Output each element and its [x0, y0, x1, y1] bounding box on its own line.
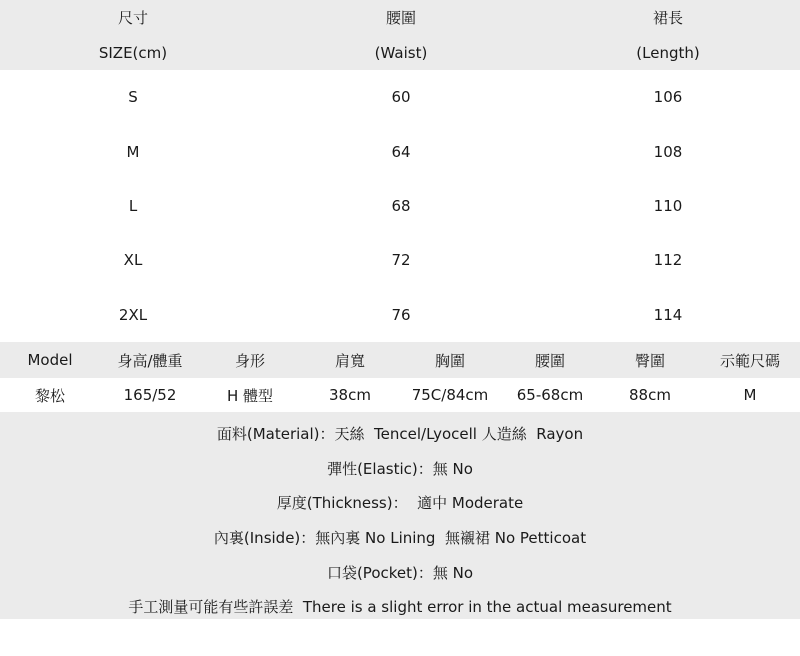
header-shoulder: 肩寬 — [334, 351, 365, 370]
model-bust: 75C/84cm — [411, 386, 489, 404]
header-waist: 腰圍 — [534, 351, 565, 370]
table-row — [0, 233, 800, 287]
model-waist: 65-68cm — [516, 386, 584, 404]
length-cell: 110 — [653, 196, 683, 215]
note-thickness: 厚度(Thickness)： 適中 Moderate — [276, 494, 524, 513]
header-size-en: SIZE(cm) — [98, 43, 168, 62]
note-material: 面料(Material)：天絲 Tencel/Lyocell 人造絲 Rayon — [216, 424, 584, 443]
model-sample-size: M — [743, 386, 757, 404]
table-row — [0, 124, 800, 178]
header-body-type: 身形 — [234, 351, 265, 370]
header-hip: 臀圍 — [634, 351, 665, 370]
header-size-zh: 尺寸 — [117, 9, 148, 27]
header-length-en: (Length) — [636, 43, 700, 62]
waist-cell: 76 — [391, 305, 411, 324]
table-row — [0, 288, 800, 342]
note-measurement-error: 手工測量可能有些許誤差 There is a slight error in the actual measurement — [128, 598, 672, 617]
size-cell: M — [126, 142, 140, 161]
header-bust: 胸圍 — [434, 351, 465, 370]
model-table — [0, 342, 800, 412]
model-body-type: H 體型 — [226, 386, 274, 405]
header-sample-size: 示範尺碼 — [719, 351, 780, 370]
waist-cell: 72 — [391, 251, 411, 270]
length-cell: 114 — [653, 305, 683, 324]
header-model: Model — [27, 351, 73, 369]
size-table-header — [0, 0, 800, 70]
waist-cell: 60 — [391, 88, 411, 107]
waist-cell: 64 — [391, 142, 411, 161]
header-length-zh: 裙長 — [652, 9, 683, 27]
table-row — [0, 70, 800, 124]
model-hip: 88cm — [629, 386, 671, 404]
model-shoulder: 38cm — [329, 386, 371, 404]
note-pocket: 口袋(Pocket)：無 No — [326, 563, 474, 582]
size-cell: L — [128, 196, 138, 215]
waist-cell: 68 — [391, 196, 411, 215]
note-elastic: 彈性(Elastic)：無 No — [327, 459, 473, 478]
size-cell: XL — [123, 251, 143, 270]
table-row — [0, 378, 800, 412]
model-name: 黎松 — [34, 386, 65, 405]
note-inside: 內裏(Inside)：無內裏 No Lining 無襯裙 No Petticoat — [213, 528, 587, 547]
length-cell: 108 — [653, 142, 683, 161]
size-cell: S — [128, 88, 138, 107]
length-cell: 106 — [653, 88, 683, 107]
header-waist-zh: 腰圍 — [385, 9, 416, 27]
size-table-body — [0, 70, 800, 342]
product-notes — [0, 412, 800, 619]
size-cell: 2XL — [118, 305, 148, 324]
header-height-weight: 身高/體重 — [117, 351, 183, 370]
header-waist-en: (Waist) — [374, 43, 428, 62]
model-height-weight: 165/52 — [123, 386, 177, 404]
model-table-header — [0, 342, 800, 378]
bottom-spacer — [0, 619, 800, 656]
table-row — [0, 179, 800, 233]
length-cell: 112 — [653, 251, 683, 270]
